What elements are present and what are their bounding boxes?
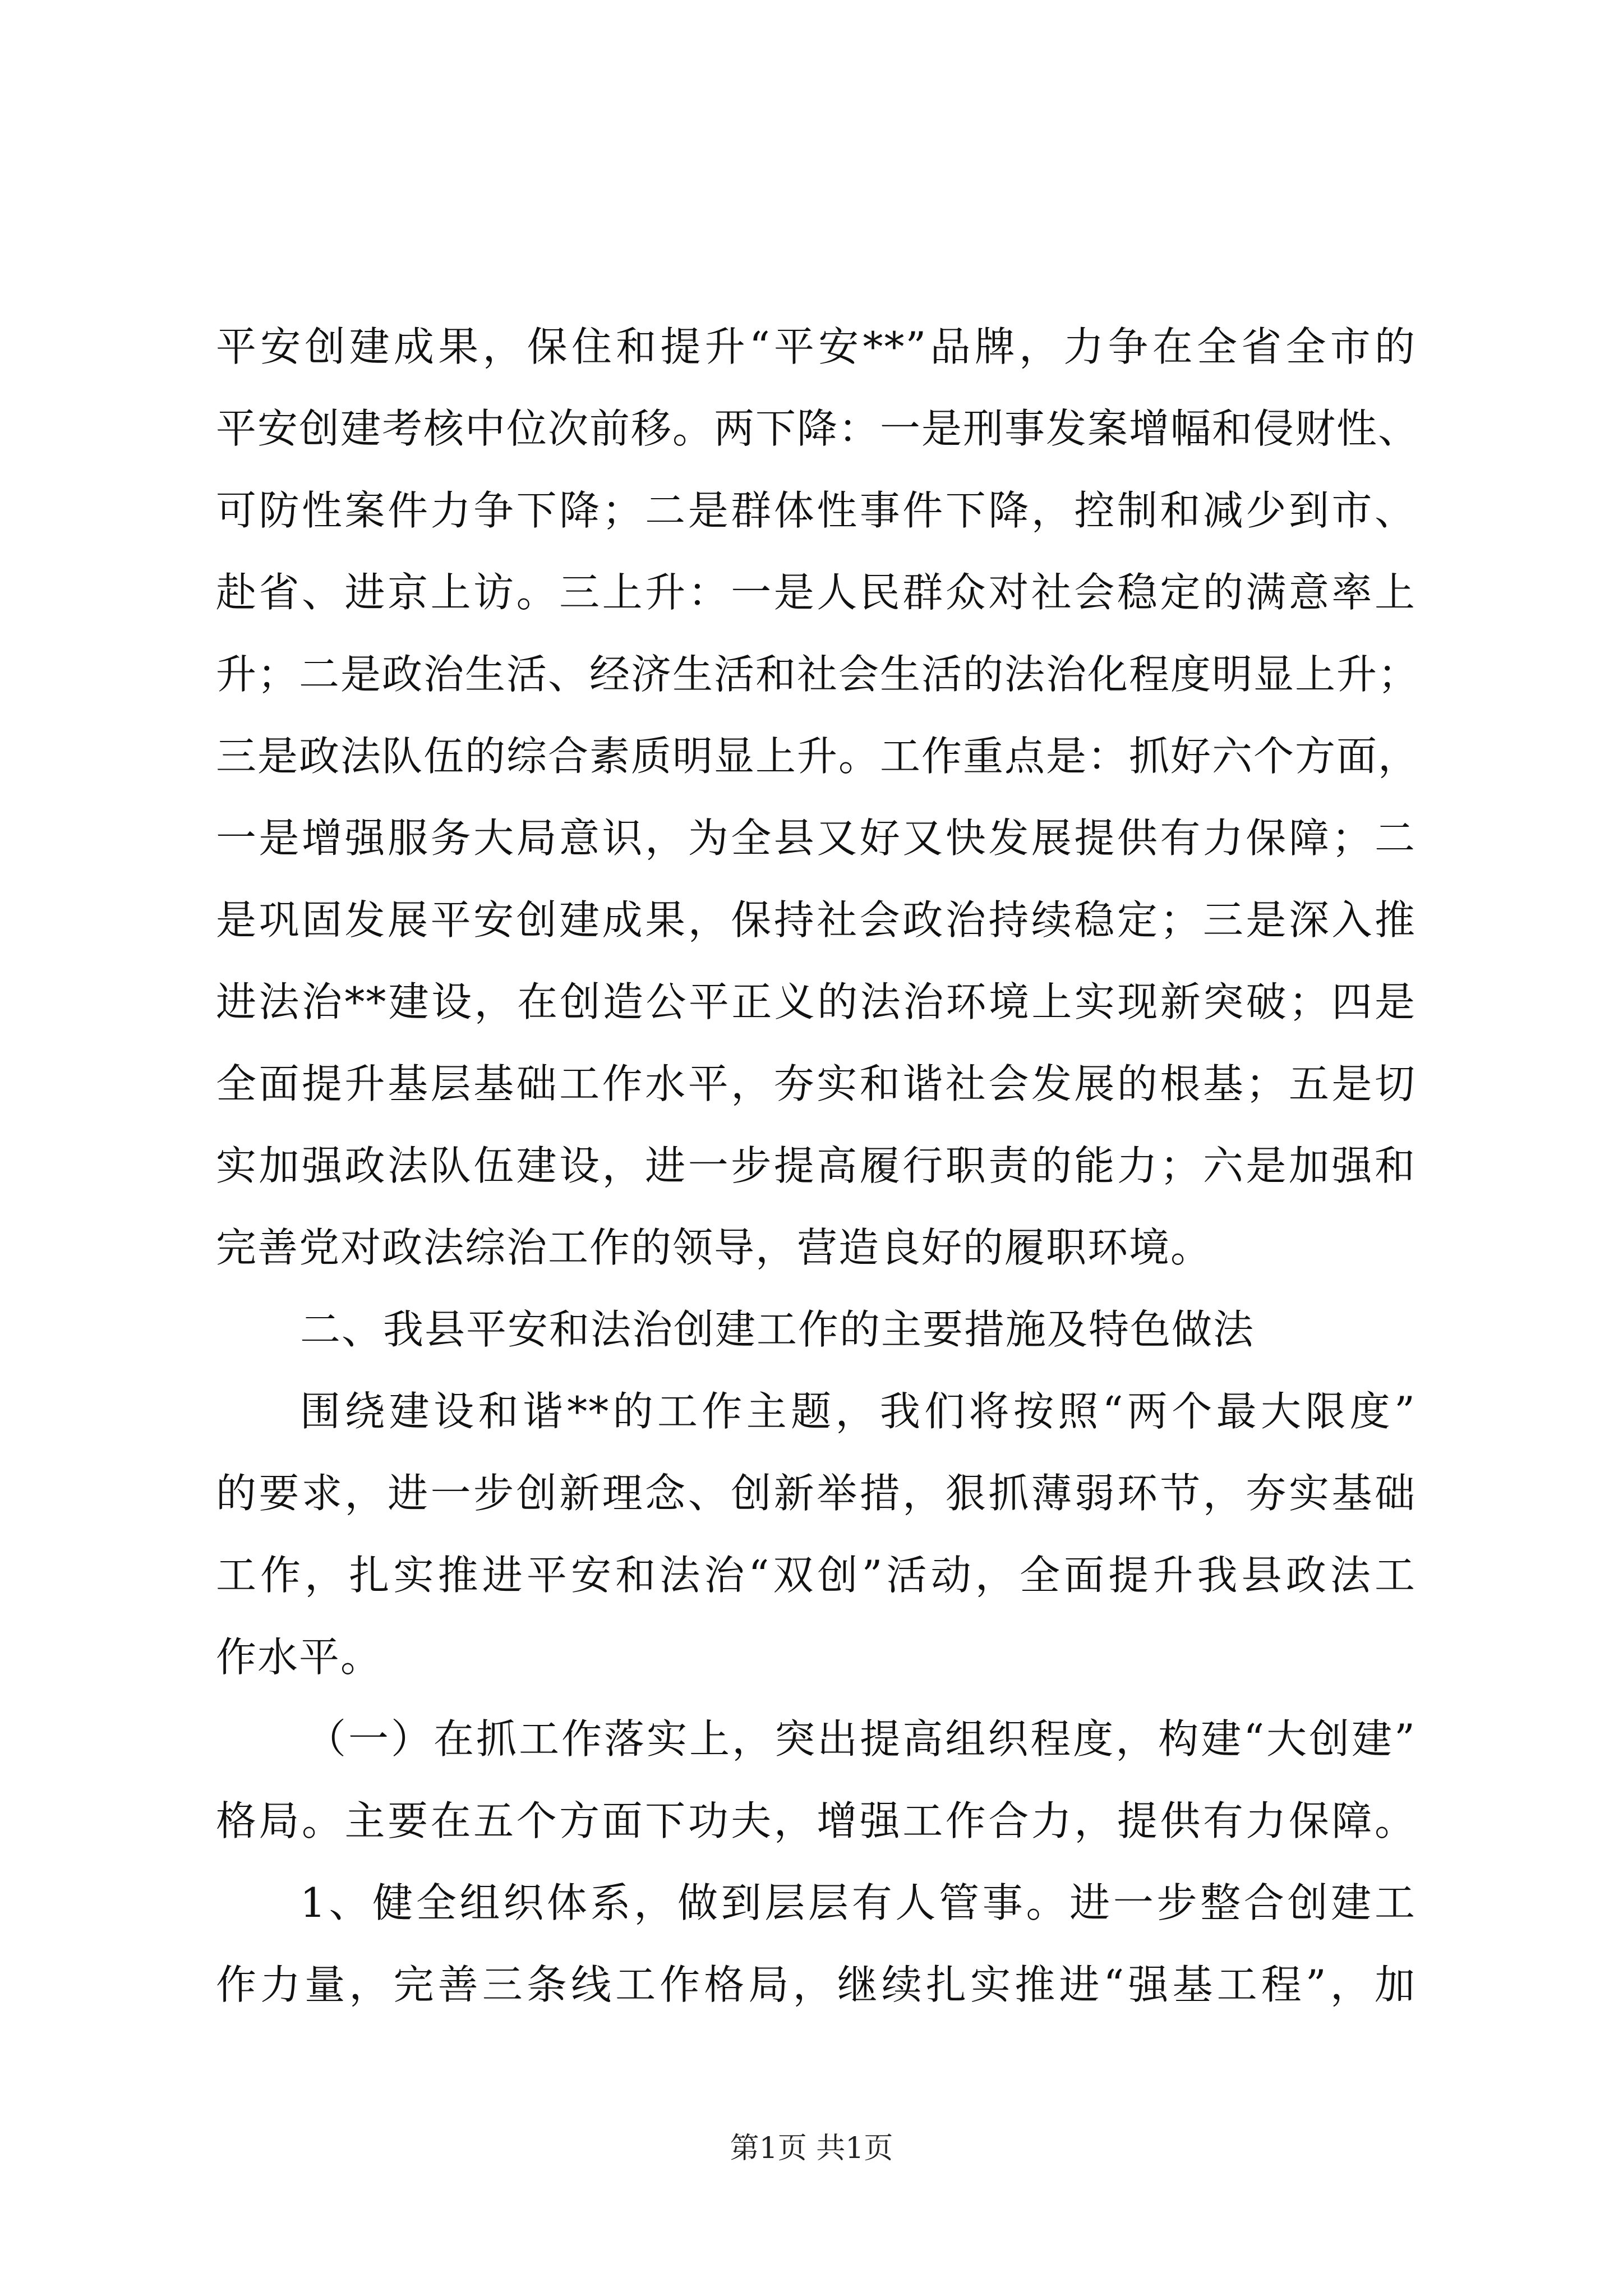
text-line: 实加强政法队伍建设，进一步提高履行职责的能力；六是加强和	[216, 1142, 1416, 1189]
text-line: 格局。主要在五个方面下功夫，增强工作合力，提供有力保障。	[216, 1797, 1416, 1844]
text-line: 全面提升基层基础工作水平，夯实和谐社会发展的根基；五是切	[216, 1060, 1416, 1107]
text-line: 平安创建成果，保住和提升“平安**”品牌，力争在全省全市的	[216, 323, 1416, 370]
text-line: 赴省、进京上访。三上升：一是人民群众对社会稳定的满意率上	[216, 569, 1416, 616]
text-line: 作力量，完善三条线工作格局，继续扎实推进“强基工程”，加	[216, 1961, 1416, 2008]
text-line: 工作，扎实推进平安和法治“双创”活动，全面提升我县政法工	[216, 1552, 1416, 1599]
text-line: 的要求，进一步创新理念、创新举措，狠抓薄弱环节，夯实基础	[216, 1470, 1416, 1517]
text-line: 三是政法队伍的综合素质明显上升。工作重点是：抓好六个方面，	[216, 733, 1420, 780]
text-line: 平安创建考核中位次前移。两下降：一是刑事发案增幅和侵财性、	[216, 405, 1420, 452]
text-line: 可防性案件力争下降；二是群体性事件下降，控制和减少到市、	[216, 487, 1416, 534]
text-line: 围绕建设和谐**的工作主题，我们将按照“两个最大限度”	[300, 1388, 1416, 1435]
text-line: 完善党对政法综治工作的领导，营造良好的履职环境。	[216, 1224, 1212, 1271]
text-line: 是巩固发展平安创建成果，保持社会政治持续稳定；三是深入推	[216, 896, 1416, 944]
text-line: 作水平。	[216, 1634, 382, 1681]
subsection-heading: （一）在抓工作落实上，突出提高组织程度，构建“大创建”	[306, 1715, 1416, 1763]
document-body	[216, 306, 1420, 2026]
text-line: 一是增强服务大局意识，为全县又好又快发展提供有力保障；二	[216, 815, 1416, 862]
text-line: 1、健全组织体系，做到层层有人管事。进一步整合创建工	[300, 1879, 1416, 1926]
text-line: 升；二是政治生活、经济生活和社会生活的法治化程度明显上升；	[216, 651, 1420, 698]
text-line: 进法治**建设，在创造公平正义的法治环境上实现新突破；四是	[216, 978, 1416, 1025]
section-heading: 二、我县平安和法治创建工作的主要措施及特色做法	[300, 1306, 1255, 1353]
page-footer: 第1页 共1页	[730, 2132, 893, 2165]
